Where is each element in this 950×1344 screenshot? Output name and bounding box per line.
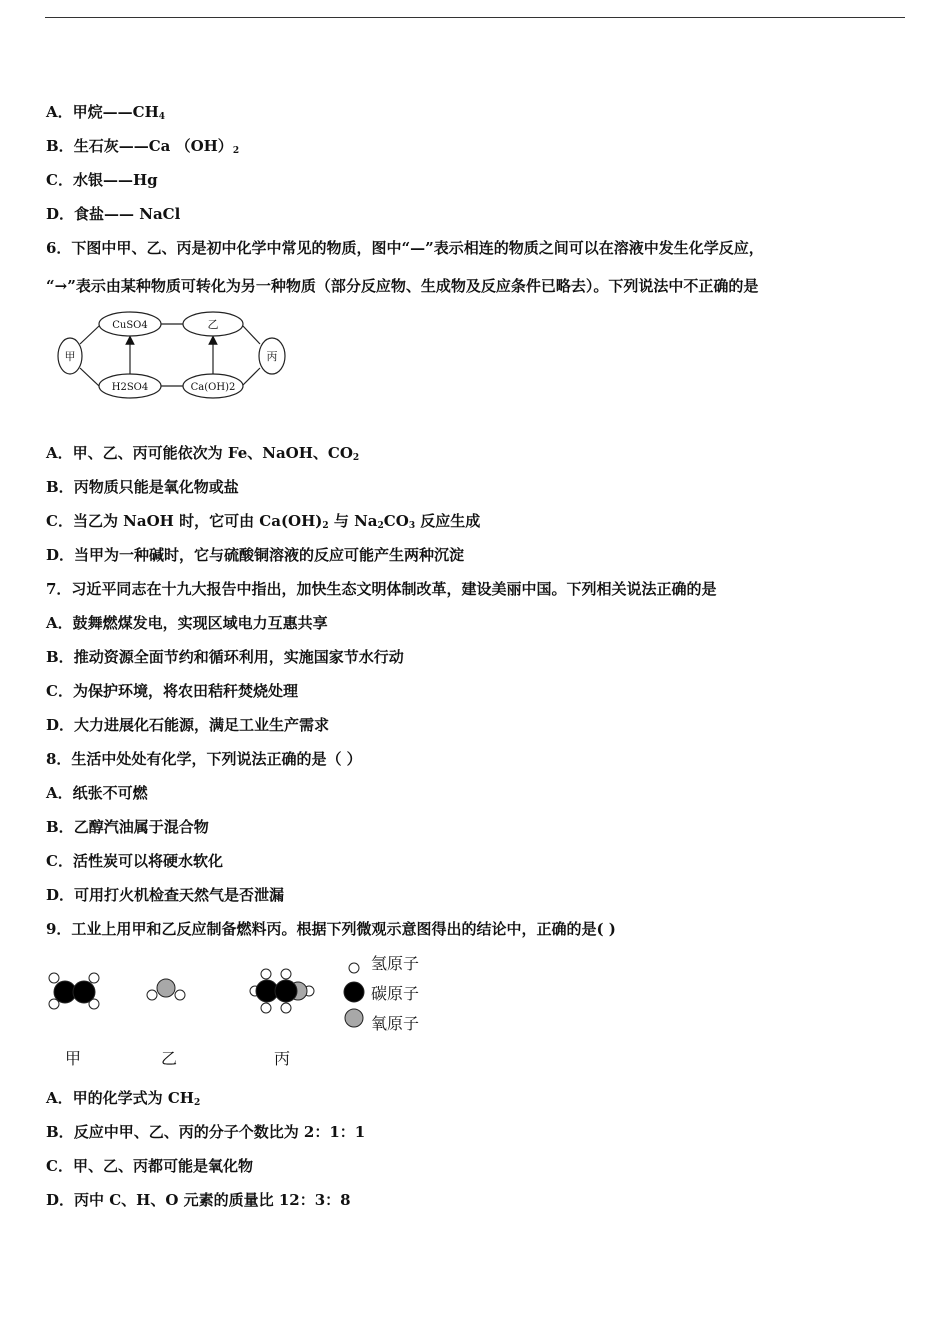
option-text: 水银——Hg — [72, 171, 158, 189]
subscript: 2 — [232, 146, 240, 156]
option-text: 与 Na — [328, 512, 378, 530]
q9-option-d — [46, 1190, 351, 1210]
subscript: 2 — [193, 1098, 201, 1108]
option-label: A． — [46, 444, 73, 462]
molecule-drawings — [40, 950, 460, 1070]
molecule-label-yi: 乙 — [161, 1049, 178, 1068]
q8-option-c — [46, 851, 223, 871]
option-text: 食盐—— NaCl — [74, 205, 181, 223]
legend-carbon: 碳原子 — [371, 984, 420, 1003]
subscript: 3 — [408, 521, 416, 531]
option-label: A． — [46, 103, 73, 121]
label-caoh2: Ca(OH)2 — [190, 382, 236, 393]
q5-option-b — [46, 136, 239, 161]
q9-option-c — [46, 1156, 253, 1176]
carbon-atom-icon — [344, 982, 364, 1002]
q6-option-c — [46, 511, 480, 536]
label-cuso4: CuSO4 — [112, 320, 148, 331]
option-label: B． — [46, 478, 74, 496]
option-label: D． — [46, 205, 75, 223]
label-jia: 甲 — [64, 350, 76, 363]
option-text: 活性炭可以将硬水软化 — [72, 852, 223, 870]
q6-option-a — [46, 443, 359, 468]
option-text: 丙物质只能是氧化物或盐 — [73, 478, 239, 496]
option-label: D． — [46, 716, 75, 734]
option-text: 推动资源全面节约和循环利用，实施国家节水行动 — [73, 648, 404, 666]
q6-stem-line1: 6．下图中甲、乙、丙是初中化学中常见的物质，图中“—”表示相连的物质之间可以在溶液中发生化学反应， — [46, 239, 764, 257]
q7-stem: 7．习近平同志在十九大报告中指出，加快生态文明体制改革，建设美丽中国。下列相关说法正确的是 — [46, 580, 717, 598]
option-text: 为保护环境，将农田秸秆焚烧处理 — [72, 682, 298, 700]
option-label: C． — [46, 171, 73, 189]
option-label: D． — [46, 1191, 75, 1209]
q5-option-a — [46, 102, 165, 127]
q9-option-a — [46, 1088, 200, 1113]
q8-option-b — [46, 817, 209, 837]
subscript: 2 — [322, 521, 329, 531]
q6-option-d — [46, 545, 464, 565]
option-label: A． — [46, 1089, 73, 1107]
molecule-label-jia: 甲 — [65, 1049, 82, 1068]
q7-option-c — [46, 681, 298, 701]
q8-stem: 8．生活中处处有化学，下列说法正确的是（ ） — [46, 750, 362, 768]
option-text: 甲、乙、丙可能依次为 Fe、NaOH、CO — [72, 444, 353, 462]
q9-option-b — [46, 1122, 365, 1142]
legend-hydrogen: 氢原子 — [371, 954, 420, 973]
subscript: 2 — [377, 521, 384, 531]
header-rule — [45, 17, 905, 18]
hydrogen-atom-icon — [349, 963, 359, 973]
label-yi: 乙 — [207, 318, 219, 331]
option-label: D． — [46, 546, 75, 564]
label-h2so4: H2SO4 — [111, 382, 149, 393]
option-text: CO — [383, 512, 409, 530]
option-label: B． — [46, 1123, 74, 1141]
q8-option-a — [46, 783, 148, 803]
molecule-yi — [147, 979, 185, 1000]
option-text: 甲、乙、丙都可能是氧化物 — [72, 1157, 253, 1175]
q8-option-d — [46, 885, 284, 905]
option-text: 乙醇汽油属于混合物 — [73, 818, 209, 836]
q9-microscopic-diagram — [40, 950, 460, 1070]
option-text: 当乙为 NaOH 时，它可由 Ca(OH) — [72, 512, 323, 530]
option-label: C． — [46, 852, 73, 870]
molecule-jia — [49, 973, 99, 1009]
option-text: 纸张不可燃 — [72, 784, 148, 802]
q7-option-d — [46, 715, 329, 735]
option-label: C． — [46, 512, 73, 530]
option-label: D． — [46, 886, 75, 904]
option-text: 反应生成 — [415, 512, 481, 530]
option-label: C． — [46, 1157, 73, 1175]
option-text: 可用打火机检查天然气是否泄漏 — [74, 886, 285, 904]
q7-option-b — [46, 647, 404, 667]
option-label: A． — [46, 614, 73, 632]
option-text: 生石灰——Ca （OH） — [73, 137, 233, 155]
option-text: 反应中甲、乙、丙的分子个数比为 2：1：1 — [73, 1123, 366, 1141]
option-text: 甲烷——CH — [72, 103, 159, 121]
option-text: 鼓舞燃煤发电，实现区域电力互惠共享 — [72, 614, 328, 632]
q5-option-c — [46, 170, 158, 190]
q6-option-b — [46, 477, 239, 497]
q6-stem-line2: “→”表示由某种物质可转化为另一种物质（部分反应物、生成物及反应条件已略去）。下列说法中不正确的是 — [46, 277, 759, 295]
option-label: C． — [46, 682, 73, 700]
molecule-bing — [250, 969, 314, 1013]
option-text: 大力进展化石能源，满足工业生产需求 — [74, 716, 330, 734]
q6-relation-diagram — [50, 306, 295, 406]
label-bing: 丙 — [266, 350, 278, 363]
legend-atoms — [344, 963, 364, 1027]
subscript: 2 — [352, 453, 360, 463]
oxygen-atom-icon — [345, 1009, 363, 1027]
molecule-label-bing: 丙 — [274, 1049, 291, 1068]
option-text: 丙中 C、H、O 元素的质量比 12：3：8 — [74, 1191, 351, 1209]
option-text: 当甲为一种碱时，它与硫酸铜溶液的反应可能产生两种沉淀 — [74, 546, 465, 564]
legend-oxygen: 氧原子 — [371, 1014, 420, 1033]
option-label: B． — [46, 137, 74, 155]
q7-option-a — [46, 613, 328, 633]
option-label: A． — [46, 784, 73, 802]
option-text: 甲的化学式为 CH — [72, 1089, 194, 1107]
subscript: 4 — [158, 112, 166, 122]
option-label: B． — [46, 818, 74, 836]
q9-stem: 9．工业上用甲和乙反应制备燃料丙。根据下列微观示意图得出的结论中，正确的是( ) — [46, 920, 616, 938]
option-label: B． — [46, 648, 74, 666]
q5-option-d — [46, 204, 180, 224]
